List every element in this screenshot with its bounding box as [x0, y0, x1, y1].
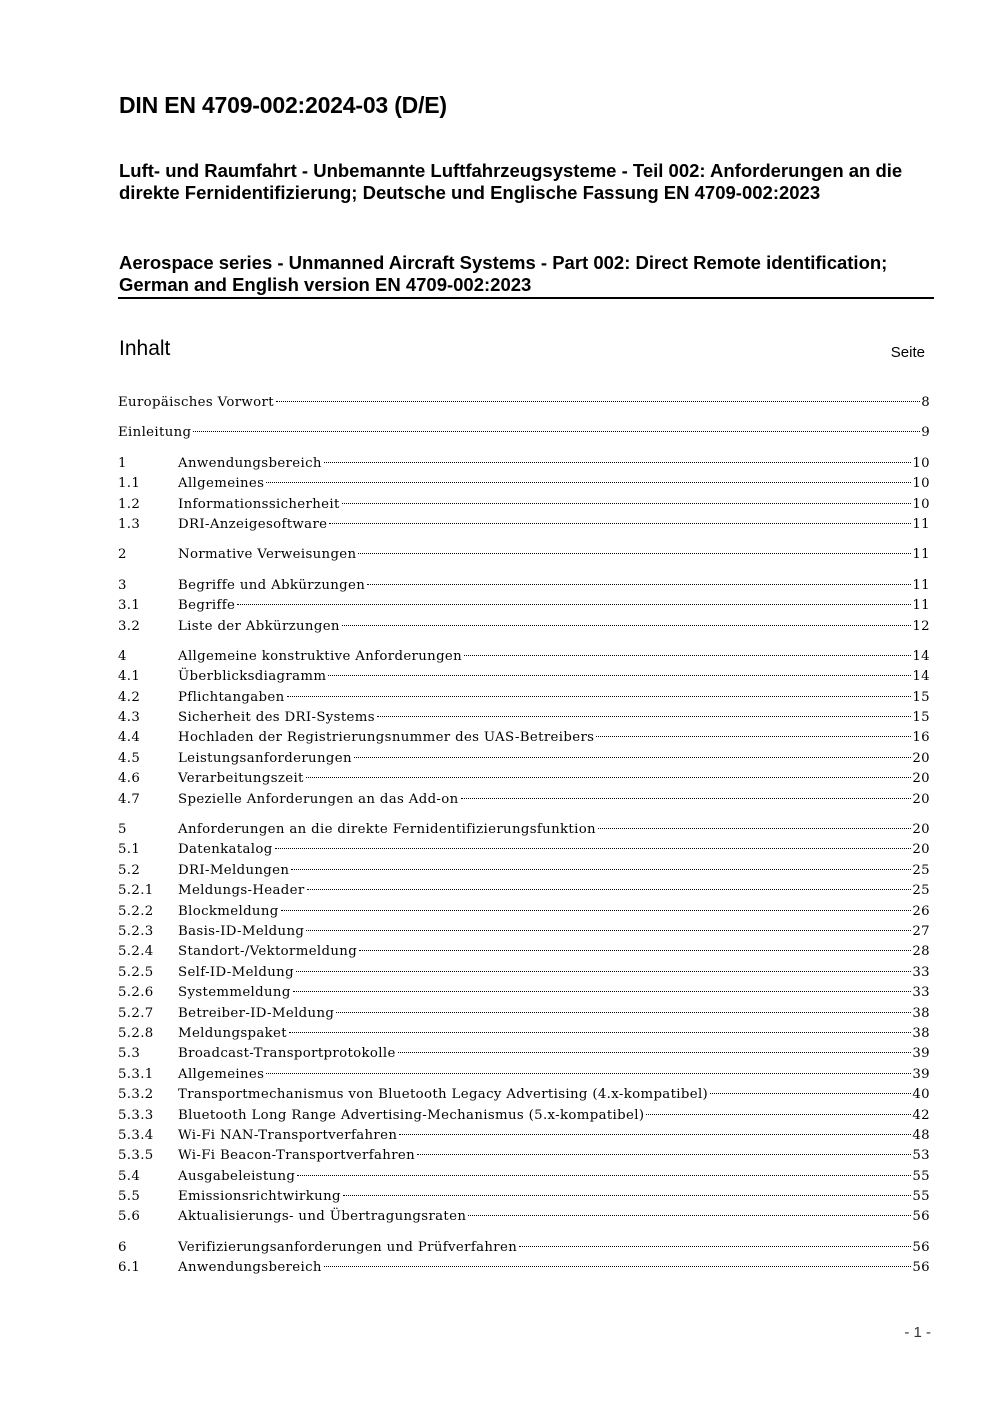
toc-entry-number: 5.4	[118, 1168, 141, 1184]
toc-entry[interactable]	[118, 1207, 930, 1227]
toc-entry-label: Hochladen der Registrierungsnummer des UAS-Betreibers	[178, 730, 595, 746]
toc-entry-label: Wi-Fi Beacon-Transportverfahren	[178, 1148, 416, 1164]
toc-entry-number: 5	[118, 822, 127, 838]
toc-entry[interactable]	[118, 1024, 930, 1044]
toc-entry-page: 25	[912, 883, 930, 899]
toc-entry-page: 20	[912, 791, 930, 807]
toc-entry-page: 56	[912, 1260, 930, 1276]
toc-entry-page: 28	[912, 944, 930, 960]
toc-entry-page: 20	[912, 822, 930, 838]
toc-entry-label: Allgemeine konstruktive Anforderungen	[178, 648, 463, 664]
toc-entry-label: Systemmeldung	[178, 985, 291, 1001]
toc-entry-page: 56	[912, 1239, 930, 1255]
toc-entry-page: 10	[912, 476, 930, 492]
toc-entry-label: Verarbeitungszeit	[178, 771, 304, 787]
toc-entry[interactable]	[118, 667, 930, 687]
toc-dot-leader	[275, 848, 912, 849]
toc-entry[interactable]	[118, 1187, 930, 1207]
toc-entry-number: 5.2	[118, 862, 141, 878]
toc-entry-label: Transportmechanismus von Bluetooth Legacy Advertising (4.x-kompatibel)	[178, 1087, 709, 1103]
toc-entry-number: 5.2.6	[118, 985, 154, 1001]
toc-page-column-label: Seite	[890, 344, 925, 361]
toc-entry[interactable]	[118, 820, 930, 840]
toc-entry-number: 5.2.2	[118, 903, 154, 919]
toc-entry-page: 55	[912, 1168, 930, 1184]
toc-entry-number: 3.1	[118, 598, 141, 614]
toc-entry-page: 25	[912, 862, 930, 878]
toc-entry[interactable]	[118, 790, 930, 810]
toc-entry-label: Sicherheit des DRI-Systems	[178, 710, 375, 726]
toc-entry-page: 14	[912, 648, 930, 664]
toc-entry-page: 20	[912, 750, 930, 766]
toc-entry-page: 10	[912, 455, 930, 471]
toc-entry-number: 1.1	[118, 476, 141, 492]
toc-entry-number: 6.1	[118, 1260, 141, 1276]
toc-entry-number: 5.5	[118, 1189, 141, 1205]
toc-entry-number: 5.2.1	[118, 883, 154, 899]
toc-dot-leader	[336, 1012, 911, 1013]
toc-entry-number: 4.5	[118, 750, 141, 766]
toc-entry-page: 9	[921, 425, 930, 441]
toc-entry-number: 4.1	[118, 669, 141, 685]
toc-entry[interactable]	[118, 596, 930, 616]
toc-entry-number: 4.2	[118, 689, 141, 705]
toc-entry-page: 8	[921, 395, 930, 410]
toc-entry-number: 5.3.2	[118, 1087, 154, 1103]
toc-entry-page: 42	[912, 1107, 930, 1123]
toc-heading: Inhalt	[119, 337, 171, 360]
toc-entry-label: Meldungspaket	[178, 1025, 287, 1041]
toc-entry-number: 5.3.1	[118, 1066, 154, 1082]
toc-dot-leader	[342, 625, 912, 626]
toc-dot-leader	[354, 757, 912, 758]
toc-dot-leader	[289, 1032, 911, 1033]
toc-dot-leader	[306, 777, 912, 778]
title-english: Aerospace series - Unmanned Aircraft Systems - Part 002: Direct Remote identification; German and English version EN 4709-002:2023	[119, 252, 888, 295]
toc-entry-label: Überblicksdiagramm	[178, 669, 327, 685]
toc-entry-number: 1	[118, 455, 127, 471]
toc-entry[interactable]	[118, 922, 930, 942]
toc-entry-page: 48	[912, 1127, 930, 1143]
toc-entry[interactable]	[118, 617, 930, 637]
page-number: - 1 -	[904, 1324, 931, 1341]
toc-entry-number: 5.3.5	[118, 1148, 154, 1164]
toc-entry[interactable]	[118, 749, 930, 769]
toc-entry-page: 27	[912, 923, 930, 939]
toc-entry-number: 3	[118, 577, 127, 593]
toc-dot-leader	[281, 910, 912, 911]
toc-entry-label: Europäisches Vorwort	[118, 395, 274, 410]
toc-dot-leader	[306, 930, 911, 931]
toc-dot-leader	[266, 1073, 911, 1074]
toc-dot-leader	[324, 1266, 912, 1267]
toc-entry[interactable]	[118, 1004, 930, 1024]
toc-entry[interactable]	[118, 454, 930, 474]
toc-dot-leader	[417, 1154, 911, 1155]
toc-dot-leader	[307, 889, 912, 890]
toc-entry-number: 5.2.8	[118, 1025, 154, 1041]
toc-entry-label: Wi-Fi NAN-Transportverfahren	[178, 1127, 398, 1143]
toc-entry-label: DRI-Anzeigesoftware	[178, 516, 328, 532]
toc-entry[interactable]	[118, 840, 930, 860]
toc-entry-label: Self-ID-Meldung	[178, 964, 294, 980]
toc-entry-label: Blockmeldung	[178, 903, 279, 919]
toc-entry-number: 5.2.5	[118, 964, 154, 980]
toc-entry[interactable]	[118, 1065, 930, 1085]
toc-entry-number: 1.2	[118, 496, 141, 512]
toc-entry-label: Broadcast-Transportprotokolle	[178, 1046, 396, 1062]
toc-entry-label: Einleitung	[118, 425, 192, 441]
toc-dot-leader	[287, 696, 912, 697]
toc-entry[interactable]	[118, 647, 930, 667]
toc-entry-page: 11	[912, 547, 930, 563]
toc-entry[interactable]	[118, 1044, 930, 1064]
toc-entry-number: 4.4	[118, 730, 141, 746]
toc-entry-page: 15	[912, 710, 930, 726]
toc-entry-label: Standort-/Vektormeldung	[178, 944, 358, 960]
toc-entry[interactable]	[118, 1258, 930, 1278]
toc-dot-leader	[324, 462, 912, 463]
toc-dot-leader	[296, 971, 911, 972]
title-divider	[118, 297, 934, 299]
toc-entry-label: DRI-Meldungen	[178, 862, 290, 878]
toc-entry-label: Pflichtangaben	[178, 689, 285, 705]
toc-entry[interactable]	[118, 902, 930, 922]
toc-entry-number: 4	[118, 648, 127, 664]
toc-dot-leader	[646, 1114, 911, 1115]
toc-entry-number: 5.2.7	[118, 1005, 154, 1021]
toc-entry-page: 11	[912, 598, 930, 614]
toc-entry-label: Anwendungsbereich	[178, 1260, 322, 1276]
toc-entry-page: 12	[912, 618, 930, 634]
toc-entry-page: 20	[912, 842, 930, 858]
toc-entry[interactable]	[118, 963, 930, 983]
toc-dot-leader	[297, 1175, 911, 1176]
toc-entry-label: Allgemeines	[178, 476, 265, 492]
toc-entry-page: 10	[912, 496, 930, 512]
toc-entry-page: 14	[912, 669, 930, 685]
toc-entry-label: Begriffe und Abkürzungen	[178, 577, 366, 593]
toc-dot-leader	[398, 1052, 912, 1053]
toc-entry-page: 33	[912, 985, 930, 1001]
toc-dot-leader	[358, 553, 911, 554]
toc-entry-page: 15	[912, 689, 930, 705]
toc-dot-leader	[377, 716, 911, 717]
toc-entry-number: 4.6	[118, 771, 141, 787]
toc-entry-number: 5.3.3	[118, 1107, 154, 1123]
toc-entry[interactable]	[118, 688, 930, 708]
toc-dot-leader	[468, 1215, 911, 1216]
toc-entry[interactable]	[118, 1126, 930, 1146]
toc-entry-label: Leistungsanforderungen	[178, 750, 352, 766]
toc-dot-leader	[710, 1093, 911, 1094]
toc-dot-leader	[276, 401, 920, 402]
toc-entry-page: 33	[912, 964, 930, 980]
toc-dot-leader	[291, 869, 911, 870]
toc-entry-label: Liste der Abkürzungen	[178, 618, 340, 634]
toc-entry-page: 56	[912, 1209, 930, 1225]
toc-dot-leader	[519, 1246, 911, 1247]
toc-entry-page: 20	[912, 771, 930, 787]
toc-entry[interactable]	[118, 983, 930, 1003]
toc-entry[interactable]	[118, 1146, 930, 1166]
toc-dot-leader	[464, 655, 911, 656]
toc-entry-label: Basis-ID-Meldung	[178, 923, 305, 939]
toc-dot-leader	[237, 604, 911, 605]
toc-entry-number: 5.2.4	[118, 944, 154, 960]
toc-entry-label: Datenkatalog	[178, 842, 273, 858]
toc-entry-label: Spezielle Anforderungen an das Add-on	[178, 791, 459, 807]
toc-dot-leader	[193, 431, 920, 432]
toc-entry-label: Verifizierungsanforderungen und Prüfverfahren	[178, 1239, 518, 1255]
toc-entry-label: Normative Verweisungen	[178, 547, 357, 563]
toc-entry-page: 11	[912, 516, 930, 532]
toc-entry-label: Allgemeines	[178, 1066, 265, 1082]
toc-dot-leader	[598, 828, 911, 829]
toc-entry[interactable]	[118, 708, 930, 728]
toc-entry[interactable]	[118, 769, 930, 789]
toc-dot-leader	[329, 523, 911, 524]
toc-entry-number: 5.1	[118, 842, 141, 858]
toc-entry-page: 38	[912, 1005, 930, 1021]
toc-entry-label: Meldungs-Header	[178, 883, 305, 899]
toc-entry[interactable]	[118, 576, 930, 596]
toc-entry[interactable]	[118, 545, 930, 565]
toc-entry-label: Anforderungen an die direkte Fernidentifizierungsfunktion	[178, 822, 596, 838]
toc-entry-number: 6	[118, 1239, 127, 1255]
toc-entry-page: 39	[912, 1066, 930, 1082]
table-of-contents	[118, 393, 930, 1279]
toc-dot-leader	[328, 675, 911, 676]
toc-dot-leader	[266, 482, 911, 483]
toc-dot-leader	[461, 798, 912, 799]
toc-entry-number: 1.3	[118, 516, 141, 532]
toc-entry[interactable]	[118, 861, 930, 881]
toc-entry[interactable]	[118, 423, 930, 443]
toc-entry-label: Aktualisierungs- und Übertragungsraten	[178, 1209, 467, 1225]
toc-entry[interactable]	[118, 881, 930, 901]
toc-entry-page: 26	[912, 903, 930, 919]
document-number: DIN EN 4709-002:2024-03 (D/E)	[119, 92, 447, 118]
toc-entry-label: Begriffe	[178, 598, 236, 614]
toc-entry-page: 16	[912, 730, 930, 746]
toc-entry[interactable]	[118, 1167, 930, 1187]
toc-entry-label: Ausgabeleistung	[178, 1168, 296, 1184]
toc-entry[interactable]	[118, 515, 930, 535]
toc-entry[interactable]	[118, 495, 930, 515]
toc-entry[interactable]	[118, 393, 930, 413]
toc-entry-page: 53	[912, 1148, 930, 1164]
title-german: Luft- und Raumfahrt - Unbemannte Luftfahrzeugsysteme - Teil 002: Anforderungen an die direkte Fernidentifizierung; Deutsche und Englische Fassung EN 4709-002:2023	[119, 160, 903, 203]
toc-entry-label: Betreiber-ID-Meldung	[178, 1005, 335, 1021]
toc-entry-page: 40	[912, 1087, 930, 1103]
toc-dot-leader	[293, 991, 912, 992]
toc-entry[interactable]	[118, 728, 930, 748]
toc-entry-number: 4.3	[118, 710, 141, 726]
toc-dot-leader	[367, 584, 911, 585]
toc-entry-label: Informationssicherheit	[178, 496, 340, 512]
toc-entry-label: Anwendungsbereich	[178, 455, 322, 471]
toc-dot-leader	[596, 736, 911, 737]
toc-dot-leader	[342, 503, 912, 504]
toc-entry-number: 5.3.4	[118, 1127, 154, 1143]
toc-entry-number: 3.2	[118, 618, 141, 634]
toc-entry-number: 5.2.3	[118, 923, 154, 939]
toc-entry-number: 4.7	[118, 791, 141, 807]
toc-dot-leader	[359, 950, 911, 951]
toc-entry-page: 11	[912, 577, 930, 593]
toc-entry[interactable]	[118, 942, 930, 962]
toc-entry-page: 55	[912, 1189, 930, 1205]
toc-entry[interactable]	[118, 474, 930, 494]
toc-dot-leader	[399, 1134, 911, 1135]
toc-entry[interactable]	[118, 1106, 930, 1126]
toc-entry-label: Bluetooth Long Range Advertising-Mechanismus (5.x-kompatibel)	[178, 1107, 645, 1123]
toc-entry-page: 38	[912, 1025, 930, 1041]
toc-entry-label: Emissionsrichtwirkung	[178, 1189, 341, 1205]
toc-entry[interactable]	[118, 1085, 930, 1105]
toc-dot-leader	[343, 1195, 912, 1196]
toc-entry[interactable]	[118, 1238, 930, 1258]
toc-entry-number: 5.6	[118, 1209, 141, 1225]
toc-entry-number: 2	[118, 547, 127, 563]
toc-entry-page: 39	[912, 1046, 930, 1062]
toc-entry-number: 5.3	[118, 1046, 141, 1062]
